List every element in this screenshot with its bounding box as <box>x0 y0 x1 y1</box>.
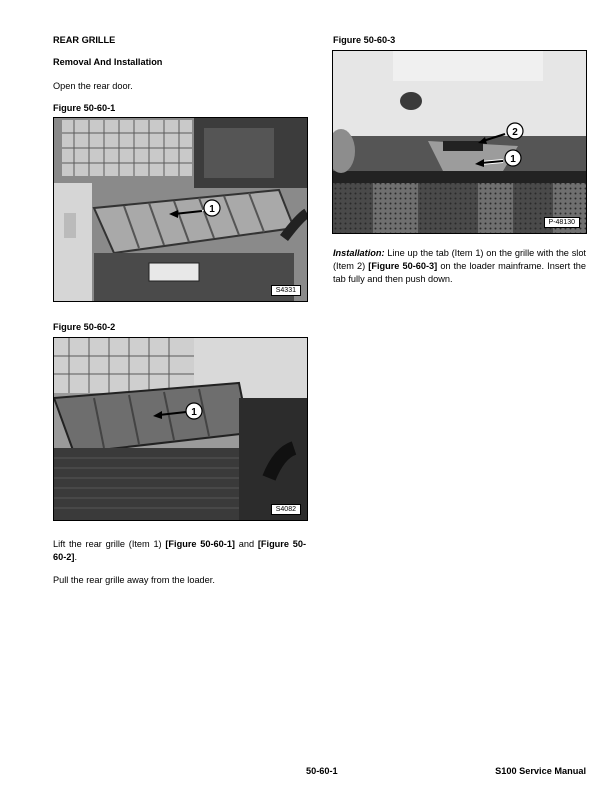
figure-2-callout-1: 1 <box>191 407 197 418</box>
figure-2-caption: Figure 50-60-2 <box>53 322 116 332</box>
intro-text: Open the rear door. <box>53 81 133 91</box>
figure-3-code: P-48130 <box>544 217 580 228</box>
figure-2-photo <box>53 337 308 521</box>
figure-3-photo <box>332 50 587 234</box>
figure-3-callout-2: 2 <box>512 127 518 138</box>
page-number: 50-60-1 <box>306 766 338 776</box>
subtitle: Removal And Installation <box>53 57 163 67</box>
section-title: REAR GRILLE <box>53 35 116 45</box>
figure-2-code: S4082 <box>271 504 301 515</box>
step-2-text: Pull the rear grille away from the loader. <box>53 575 215 585</box>
figure-1-code: S4331 <box>271 285 301 296</box>
installation-text: Installation: Line up the tab (Item 1) on the grille with the slot (Item 2) [Figure 50-60-3] on the loader mainframe. Insert the tab fully and then push down. <box>333 248 586 284</box>
figure-1-photo <box>53 117 308 302</box>
figure-3-callout-1: 1 <box>510 154 516 165</box>
figure-1-callout-1: 1 <box>209 204 215 215</box>
figure-3-caption: Figure 50-60-3 <box>333 35 396 45</box>
step-1-text: Lift the rear grille (Item 1) [Figure 50-60-1] and [Figure 50-60-2]. <box>53 539 307 562</box>
manual-title: S100 Service Manual <box>495 766 586 776</box>
figure-1-caption: Figure 50-60-1 <box>53 103 116 113</box>
